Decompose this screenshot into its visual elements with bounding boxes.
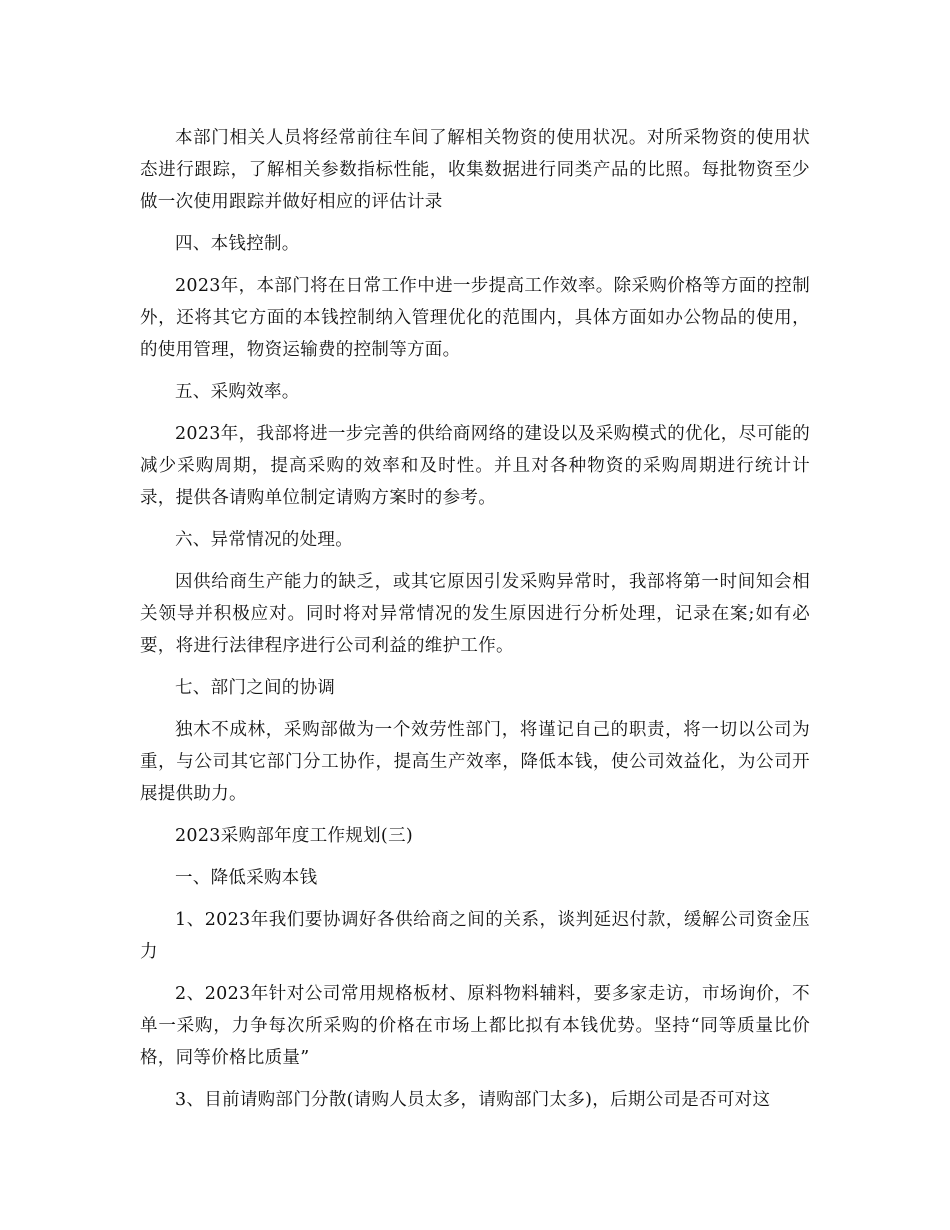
document-body <box>140 122 810 1126</box>
heading-cost-control: 四、本钱控制。 <box>175 234 300 254</box>
list-item-2: 2、2023年针对公司常用规格板材、原料物料辅料，要多家走访，市场询价，不单一采购，力争每次所采购的价格在市场上都比拟有本钱优势。坚持“同等质量比价格，同等价格比质量” <box>140 984 810 1068</box>
paragraph-exception-handling: 因供给商生产能力的缺乏，或其它原因引发采购异常时，我部将第一时间知会相关领导并积极应对。同时将对异常情况的发生原因进行分析处理，记录在案;如有必要，将进行法律程序进行公司利益的维护工作。 <box>140 572 810 656</box>
list-item-3: 3、目前请购部门分散(请购人员太多，请购部门太多)，后期公司是否可对这 <box>175 1090 771 1110</box>
heading-exception-handling: 六、异常情况的处理。 <box>175 530 353 550</box>
heading-department-coordination: 七、部门之间的协调 <box>175 678 336 698</box>
paragraph-department-coordination: 独木不成林，采购部做为一个效劳性部门，将谨记自己的职责，将一切以公司为重，与公司其它部门分工协作，提高生产效率，降低本钱，使公司效益化，为公司开展提供助力。 <box>140 720 810 804</box>
section-title-annual-plan: 2023采购部年度工作规划(三) <box>175 826 413 846</box>
paragraph-cost-control: 2023年，本部门将在日常工作中进一步提高工作效率。除采购价格等方面的控制外，还将其它方面的本钱控制纳入管理优化的范围内，具体方面如办公物品的使用，的使用管理，物资运输费的控制等方面。 <box>140 276 810 360</box>
list-item-1: 1、2023年我们要协调好各供给商之间的关系，谈判延迟付款，缓解公司资金压力 <box>140 910 810 962</box>
paragraph-procurement-efficiency: 2023年，我部将进一步完善的供给商网络的建设以及采购模式的优化，尽可能的减少采购周期，提高采购的效率和及时性。并且对各种物资的采购周期进行统计计录，提供各请购单位制定请购方案时的参考。 <box>140 424 810 508</box>
heading-reduce-cost: 一、降低采购本钱 <box>175 868 318 888</box>
paragraph-usage-tracking: 本部门相关人员将经常前往车间了解相关物资的使用状况。对所采物资的使用状态进行跟踪，了解相关参数指标性能，收集数据进行同类产品的比照。每批物资至少做一次使用跟踪并做好相应的评估计录 <box>140 128 810 212</box>
heading-procurement-efficiency: 五、采购效率。 <box>175 382 300 402</box>
